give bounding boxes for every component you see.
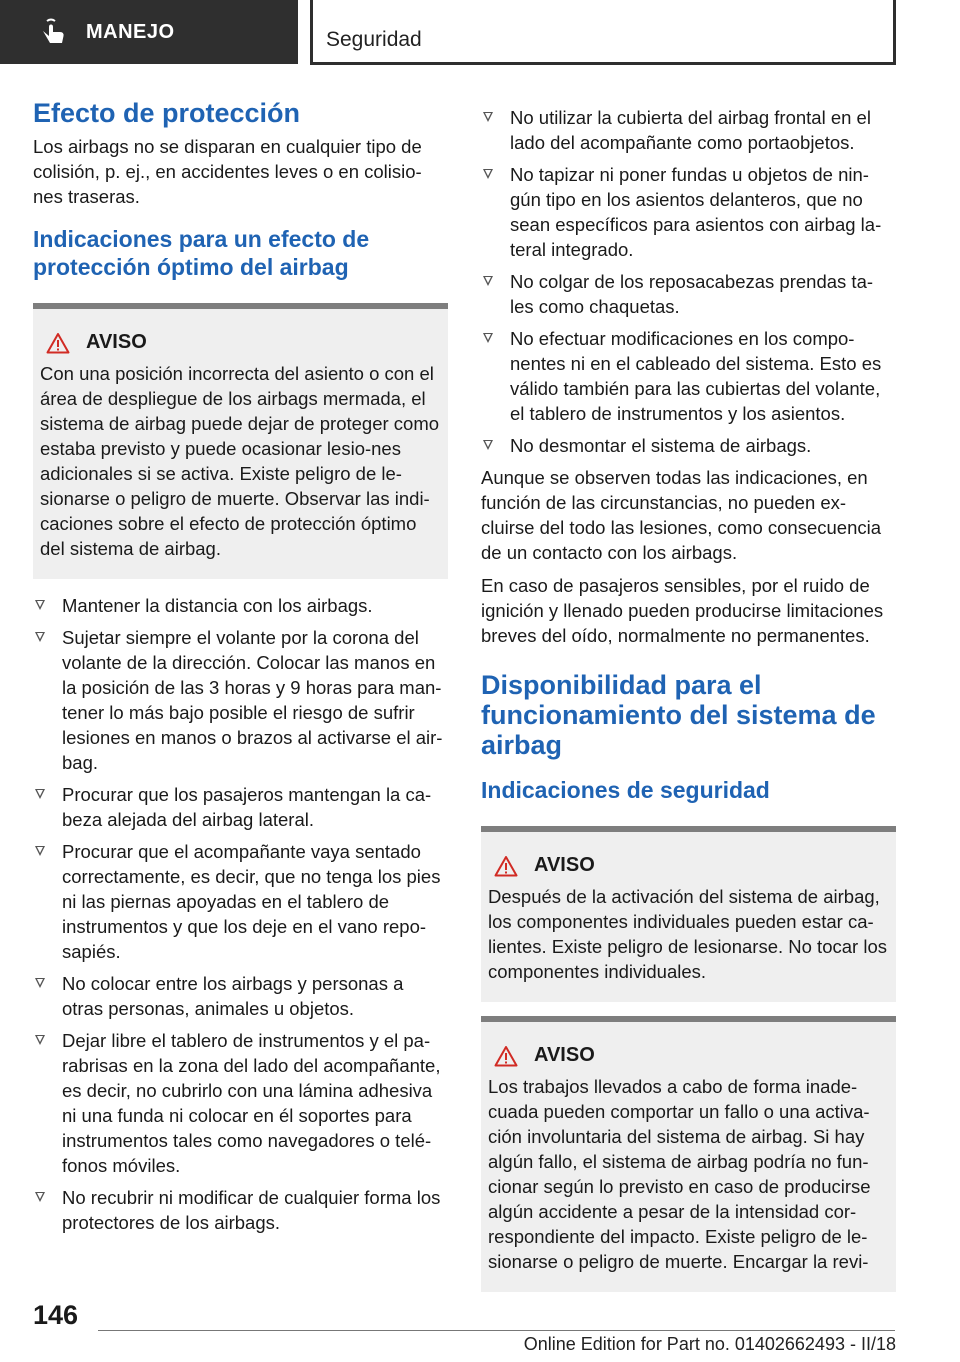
list-item: No efectuar modificaciones en los compo-nentes ni en el cableado del sistema. Esto es válido también para las cubiertas del volante, el tablero de instrumentos y los asientos. [481, 326, 896, 426]
warning-text: Los trabajos llevados a cabo de forma inade-cuada pueden comportar un fallo o una activa-ción involuntaria del sistema de airbag. Si hay algún fallo, el sistema de airbag podría no fun-cionar según lo previsto en caso de producirse algún accidente a pesar de la intensidad cor-respondiente del impacto. Existe peligro de le-sionarse o peligro de muerte. Encargar la revi- [488, 1076, 871, 1272]
footer-divider [98, 1330, 895, 1331]
warning-title: AVISO [534, 854, 595, 876]
page-number: 146 [33, 1300, 79, 1330]
list-item: No desmontar el sistema de airbags. [481, 433, 896, 458]
hand-steering-icon [38, 17, 68, 47]
arrow-bullet-icon [35, 1192, 45, 1202]
arrow-bullet-icon [483, 333, 493, 343]
list-item: No colgar de los reposacabezas prendas ta-les como chaquetas. [481, 269, 896, 319]
list-item: No recubrir ni modificar de cualquier forma los protectores de los airbags. [33, 1185, 448, 1235]
left-column [33, 98, 448, 1242]
list-item: Procurar que el acompañante vaya sentado correctamente, es decir, que no tenga los pies ni las piernas apoyadas en el tablero de instrumentos y que los deje en el vano repo-sapiés. [33, 839, 448, 964]
warning-title: AVISO [534, 1044, 595, 1066]
header-divider-left [310, 0, 313, 64]
warning-triangle-icon [494, 1045, 518, 1067]
arrow-bullet-icon [35, 846, 45, 856]
list-item: No tapizar ni poner fundas u objetos de nin-gún tipo en los asientos delanteros, que no sean específicos para asientos con airbag la-teral integrado. [481, 162, 896, 262]
heading-indicaciones-efecto: Indicaciones para un efecto de protección óptimo del airbag [33, 226, 370, 280]
warning-triangle-icon [46, 332, 70, 354]
warning-text: Con una posición incorrecta del asiento o con el área de despliegue de los airbags mermada, el sistema de airbag puede dejar de proteger como estaba previsto y puede ocasionar lesio-nes adicionales si se activa. Existe peligro de le-sionarse o peligro de muerte. Observar las indi-caciones sobre el efecto de protección óptimo del sistema de airbag. [40, 363, 440, 559]
bullet-list [33, 593, 448, 1235]
warning-triangle-icon [494, 855, 518, 877]
arrow-bullet-icon [483, 169, 493, 179]
header-divider-right [893, 0, 896, 64]
warning-box [481, 1016, 896, 1292]
warning-box [33, 303, 448, 579]
list-item: No colocar entre los airbags y personas a otras personas, animales u objetos. [33, 971, 448, 1021]
chapter-title: Seguridad [326, 28, 422, 51]
heading-indicaciones-seguridad: Indicaciones de seguridad [481, 777, 770, 803]
arrow-bullet-icon [483, 440, 493, 450]
list-item: Procurar que los pasajeros mantengan la ca-beza alejada del airbag lateral. [33, 782, 448, 832]
header-underline [310, 62, 896, 65]
heading-disponibilidad: Disponibilidad para el funcionamiento del sistema de airbag [481, 670, 876, 760]
arrow-bullet-icon [35, 600, 45, 610]
arrow-bullet-icon [35, 978, 45, 988]
arrow-bullet-icon [35, 1035, 45, 1045]
arrow-bullet-icon [483, 276, 493, 286]
edition-note: Online Edition for Part no. 01402662493 - II/18 [523, 1334, 896, 1354]
bullet-list [481, 105, 896, 458]
arrow-bullet-icon [483, 112, 493, 122]
list-item: Mantener la distancia con los airbags. [33, 593, 448, 618]
warning-box [481, 826, 896, 1002]
list-item: Dejar libre el tablero de instrumentos y el pa-rabrisas en la zona del lado del acompañante, es decir, no cubrirlo con una lámina adhesiva ni una funda ni colocar en él soportes para instrumentos tales como navegadores o telé-fonos móviles. [33, 1028, 448, 1178]
paragraph-intro: Los airbags no se disparan en cualquier tipo de colisión, p. ej., en accidentes leves o en colisio-nes traseras. [33, 136, 422, 207]
paragraph-pasajeros-sensibles: En caso de pasajeros sensibles, por el ruido de ignición y llenado pueden producirse limitaciones breves del oído, normalmente no permanentes. [481, 575, 884, 646]
warning-title: AVISO [86, 331, 147, 353]
list-item: Sujetar siempre el volante por la corona del volante de la dirección. Colocar las manos en la posición de las 3 horas y 9 horas para man-tener lo más bajo posible el riesgo de sufrir lesiones en manos o brazos al activarse el air-bag. [33, 625, 448, 775]
arrow-bullet-icon [35, 632, 45, 642]
section-tab-label: MANEJO [86, 20, 175, 43]
warning-text: Después de la activación del sistema de airbag, los componentes individuales pueden estar ca-lientes. Existe peligro de lesionarse. No tocar los componentes individuales. [488, 886, 887, 982]
arrow-bullet-icon [35, 789, 45, 799]
paragraph-lesiones: Aunque se observen todas las indicaciones, en función de las circunstancias, no pueden ex-cluirse del todo las lesiones, como consecuencia de un contacto con los airbags. [481, 467, 882, 563]
list-item: No utilizar la cubierta del airbag frontal en el lado del acompañante como portaobjetos. [481, 105, 896, 155]
heading-efecto-proteccion: Efecto de protección [33, 98, 301, 128]
right-column [481, 98, 896, 1306]
section-tab [0, 0, 298, 64]
